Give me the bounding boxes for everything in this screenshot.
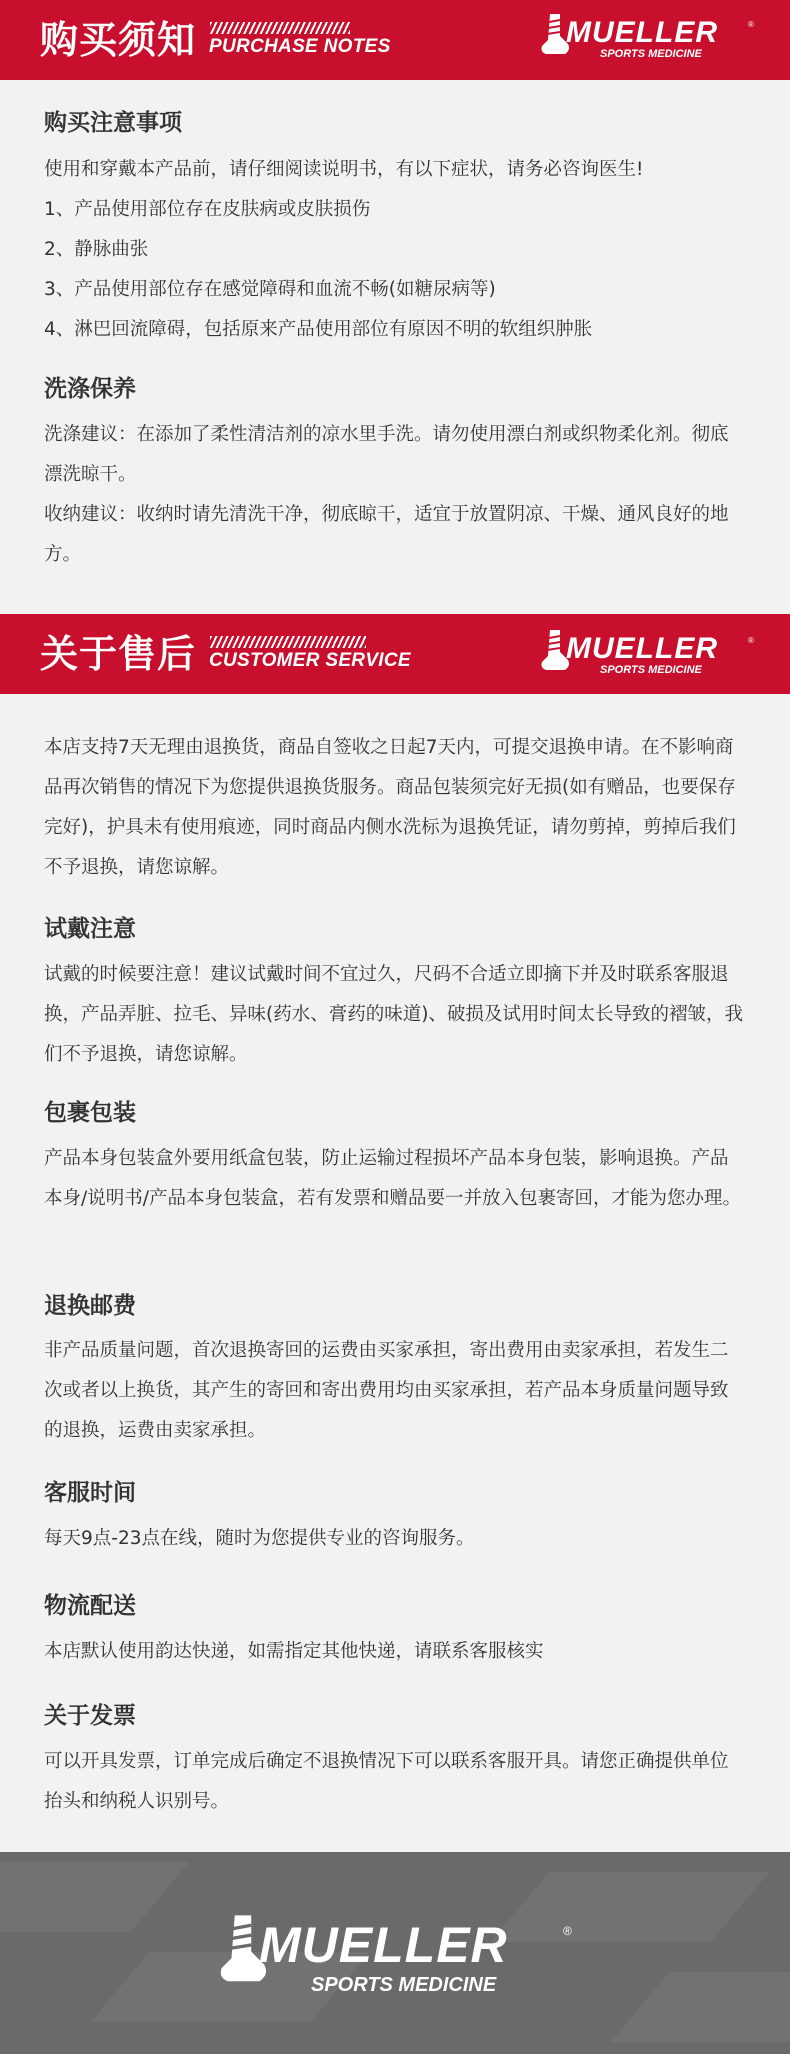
section-heading-invoice: 关于发票 (44, 1703, 136, 1729)
logo-registered-mark: ® (748, 20, 754, 29)
customer-service-banner (0, 614, 790, 694)
purchase-notice-item-1: 1、产品使用部位存在皮肤病或皮肤损伤 (44, 199, 371, 220)
logo-sub-text: SPORTS MEDICINE (311, 1974, 497, 1996)
footer-banner (0, 1852, 790, 2054)
purchase-notice-intro: 使用和穿戴本产品前，请仔细阅读说明书，有以下症状，请务必咨询医生! (44, 159, 644, 180)
banner-en-title: PURCHASE NOTES (209, 36, 391, 57)
banner-stripes-decoration (210, 636, 366, 648)
purchase-notice-item-4: 4、淋巴回流障碍，包括原来产品使用部位有原因不明的软组织肿胀 (44, 319, 593, 340)
invoice-text: 可以开具发票，订单完成后确定不退换情况下可以联系客服开具。请您正确提供单位抬头和纳税人识别号。 (44, 1751, 729, 1812)
storage-advice: 收纳建议：收纳时请先清洗干净，彻底晾干，适宜于放置阴凉、干燥、通风良好的地方。 (44, 504, 729, 565)
try-on-text: 试戴的时候要注意！建议试戴时间不宜过久，尺码不合适立即摘下并及时联系客服退换，产品弄脏、拉毛、异味(药水、膏药的味道)、破损及试用时间太长导致的褶皱，我们不予退换，请您谅解。 (44, 964, 743, 1065)
purchase-notice-item-3: 3、产品使用部位存在感觉障碍和血流不畅(如糖尿病等) (44, 279, 496, 300)
logo-brand-text: MUELLER (259, 1917, 508, 1973)
mueller-logo (538, 12, 758, 62)
logo-sub-text: SPORTS MEDICINE (600, 48, 702, 60)
logistics-text: 本店默认使用韵达快递，如需指定其他快递，请联系客服核实 (44, 1641, 544, 1662)
logo-brand-text: MUELLER (566, 16, 718, 49)
wash-advice: 洗涤建议：在添加了柔性清洁剂的凉水里手洗。请勿使用漂白剂或织物柔化剂。彻底漂洗晾干。 (44, 424, 729, 485)
banner-cn-title: 购买须知 (40, 18, 197, 62)
section-heading-try-on: 试戴注意 (44, 916, 136, 942)
section-heading-purchase-notice: 购买注意事项 (44, 110, 182, 136)
banner-cn-title: 关于售后 (40, 632, 197, 676)
section-heading-shipping-fee: 退换邮费 (44, 1293, 136, 1319)
purchase-notes-banner (0, 0, 790, 80)
section-heading-packaging: 包裹包装 (44, 1100, 136, 1126)
service-hours-text: 每天9点-23点在线，随时为您提供专业的咨询服务。 (44, 1528, 475, 1549)
section-heading-service-hours: 客服时间 (44, 1480, 136, 1506)
shipping-fee-text: 非产品质量问题，首次退换寄回的运费由买家承担，寄出费用由卖家承担，若发生二次或者以上换货，其产生的寄回和寄出费用均由买家承担，若产品本身质量问题导致的退换，运费由卖家承担。 (44, 1340, 729, 1441)
footer-pattern-decoration (0, 1862, 189, 1932)
logo-registered-mark: ® (563, 1924, 572, 1938)
banner-stripes-decoration (210, 22, 350, 34)
logo-brand-text: MUELLER (566, 632, 718, 665)
packaging-text: 产品本身包装盒外要用纸盒包装，防止运输过程损坏产品本身包装，影响退换。产品本身/说明书/产品本身包装盒，若有发票和赠品要一并放入包裹寄回，才能为您办理。 (44, 1148, 741, 1209)
section-heading-logistics: 物流配送 (44, 1593, 136, 1619)
footer-mueller-logo (215, 1912, 575, 2002)
mueller-logo (538, 628, 758, 678)
section-heading-wash-care: 洗涤保养 (44, 376, 136, 402)
banner-en-title: CUSTOMER SERVICE (209, 650, 411, 671)
footer-pattern-decoration (611, 1972, 790, 2042)
logo-registered-mark: ® (748, 636, 754, 645)
logo-sub-text: SPORTS MEDICINE (600, 664, 702, 676)
purchase-notice-item-2: 2、静脉曲张 (44, 239, 149, 260)
return-policy-text: 本店支持7天无理由退换货，商品自签收之日起7天内，可提交退换申请。在不影响商品再次销售的情况下为您提供退换货服务。商品包装须完好无损(如有赠品，也要保存完好)，护具未有使用痕迹，同时商品内侧水洗标为退换凭证，请勿剪掉，剪掉后我们不予退换，请您谅解。 (44, 737, 736, 878)
